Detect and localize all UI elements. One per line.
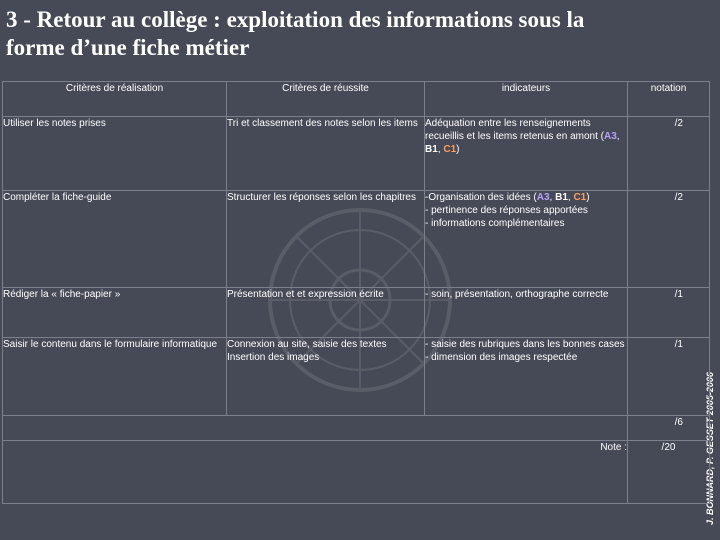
indicator-line: - saisie des rubriques dans les bonnes cases <box>425 339 625 350</box>
skill-tag: A3 <box>536 192 550 203</box>
score-cell: /2 <box>628 191 710 288</box>
reussite-line: Insertion des images <box>227 352 320 363</box>
header-notation: notation <box>628 82 710 117</box>
separator: , <box>549 192 556 203</box>
subtotal-cell: /6 <box>628 416 710 441</box>
slide-title-line-2: forme d’une fiche métier <box>6 35 250 60</box>
reussite-cell <box>227 338 425 416</box>
indicator-text: -Organisation des idées ( <box>425 192 537 203</box>
slide-title <box>6 6 686 62</box>
reussite-line: Connexion au site, saisie des textes <box>227 339 387 350</box>
realisation-cell: Rédiger la « fiche-papier » <box>3 288 227 338</box>
skill-tag: B1 <box>555 192 568 203</box>
reussite-cell: Présentation et et expression écrite <box>227 288 425 338</box>
indicator-line: - informations complémentaires <box>425 218 565 229</box>
indicator-line: - soin, présentation, orthographe correcte <box>425 289 609 300</box>
separator: , <box>567 192 574 203</box>
note-total: /20 <box>628 441 710 504</box>
score-cell: /1 <box>628 288 710 338</box>
indicateurs-cell <box>425 191 628 288</box>
indicateurs-cell <box>425 288 628 338</box>
score-cell: /2 <box>628 117 710 191</box>
skill-tag: B1 <box>425 144 438 155</box>
reussite-cell: Tri et classement des notes selon les items <box>227 117 425 191</box>
skill-tag: C1 <box>573 192 587 203</box>
realisation-cell: Utiliser les notes prises <box>3 117 227 191</box>
indicator-text: ) <box>456 144 460 155</box>
indicator-line: - dimension des images respectée <box>425 352 578 363</box>
note-label: Note : <box>3 441 628 504</box>
skill-tag: C1 <box>443 144 457 155</box>
indicator-text: ) <box>586 192 590 203</box>
subtotal-spacer <box>3 416 628 441</box>
header-row <box>3 82 710 117</box>
indicateurs-cell <box>425 338 628 416</box>
indicator-text: Adéquation entre les renseignements recueillis et les items retenus en amont ( <box>425 118 604 142</box>
separator: , <box>437 144 444 155</box>
reussite-cell: Structurer les réponses selon les chapitres <box>227 191 425 288</box>
indicateurs-cell <box>425 117 628 191</box>
slide-title-line-1: 3 - Retour au collège : exploitation des informations sous la <box>6 7 585 32</box>
indicator-line: - pertinence des réponses apportées <box>425 205 588 216</box>
header-indicateurs: indicateurs <box>425 82 628 117</box>
evaluation-grid <box>2 81 710 504</box>
table-row <box>3 117 710 191</box>
author-credit: J. BONNARD, P. GESSET 2005-2006 <box>705 372 715 525</box>
score-cell: /1 <box>628 338 710 416</box>
header-reussite: Critères de réussite <box>227 82 425 117</box>
subtotal-row <box>3 416 710 441</box>
realisation-cell: Compléter la fiche-guide <box>3 191 227 288</box>
table-row <box>3 288 710 338</box>
separator: , <box>616 131 620 142</box>
table-row <box>3 191 710 288</box>
note-row <box>3 441 710 504</box>
header-realisation: Critères de réalisation <box>3 82 227 117</box>
realisation-cell: Saisir le contenu dans le formulaire informatique <box>3 338 227 416</box>
skill-tag: A3 <box>603 131 617 142</box>
table-row <box>3 338 710 416</box>
